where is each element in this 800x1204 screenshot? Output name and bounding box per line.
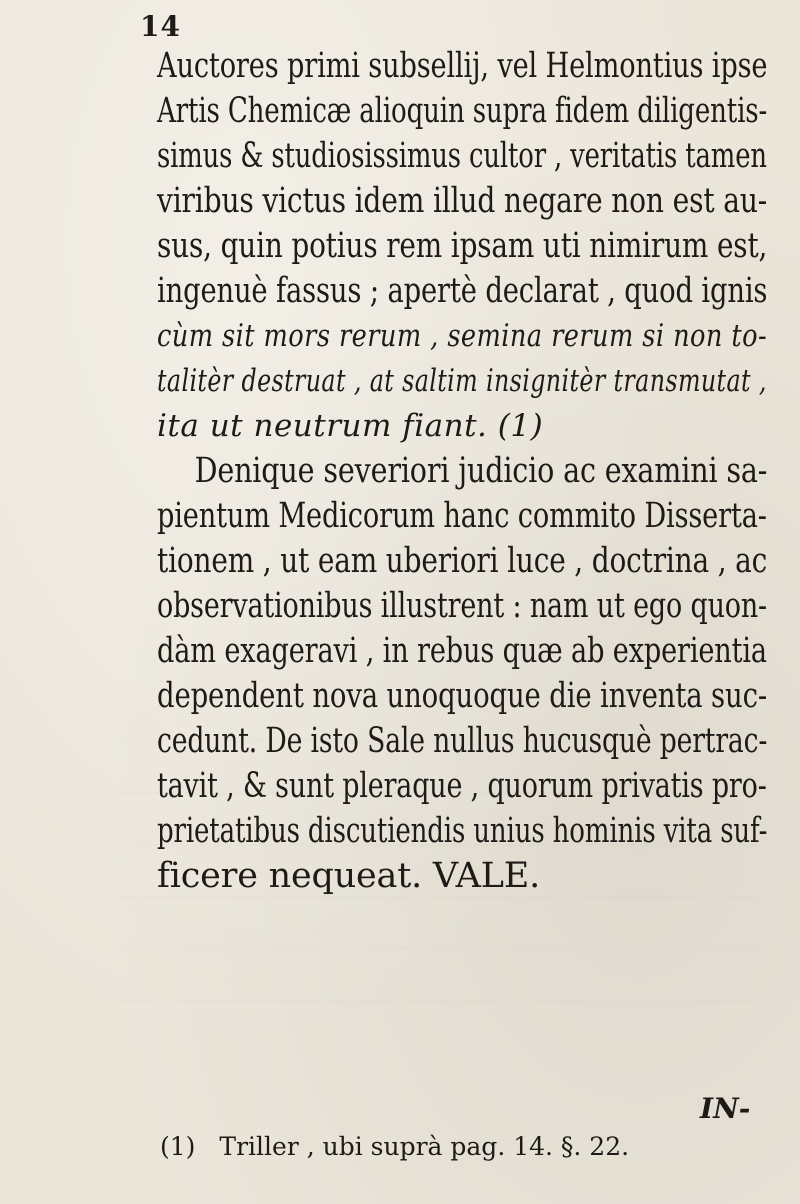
footnote-text: Triller , ubi suprà pag. 14. §. 22. bbox=[219, 1132, 630, 1161]
catchword: IN- bbox=[700, 1092, 751, 1125]
quotation-line: cùm sit mors rerum , semina rerum si non to- bbox=[157, 318, 768, 354]
text-line: prietatibus discutiendis unius hominis vita suf- bbox=[157, 811, 768, 851]
main-text-block bbox=[157, 44, 767, 899]
text-line: simus & studiosissimus cultor , veritatis tamen bbox=[157, 136, 767, 176]
page-number: 14 bbox=[140, 10, 181, 43]
text-line: dependent nova unoquoque die inventa suc- bbox=[157, 676, 767, 716]
text-line: viribus victus idem illud negare non est au- bbox=[157, 181, 768, 221]
text-line: tavit , & sunt pleraque , quorum privatis pro- bbox=[157, 766, 767, 806]
quotation-line: ita ut neutrum fiant. (1) bbox=[157, 408, 544, 444]
text-line: ingenuè fassus ; apertè declarat , quod ignis bbox=[157, 271, 768, 311]
quotation-line: talitèr destruat , at saltim insignitèr transmutat , bbox=[157, 363, 767, 399]
text-line: pientum Medicorum hanc commito Disserta- bbox=[157, 496, 767, 536]
text-line: observationibus illustrent : nam ut ego quon- bbox=[157, 586, 768, 626]
text-line: cedunt. De isto Sale nullus hucusquè pertrac- bbox=[157, 721, 768, 761]
footnote-mark: (1) bbox=[160, 1132, 196, 1161]
text-line: sus, quin potius rem ipsam uti nimirum est, bbox=[157, 226, 768, 266]
text-line: Artis Chemicæ alioquin supra fidem diligentis- bbox=[157, 91, 768, 131]
text-line: tionem , ut eam uberiori luce , doctrina , ac bbox=[157, 541, 768, 581]
footnote bbox=[160, 1132, 629, 1161]
text-line: ficere nequeat. VALE. bbox=[157, 856, 541, 896]
paragraph-start-line: Denique severiori judicio ac examini sa- bbox=[194, 451, 768, 491]
text-line: dàm exageravi , in rebus quæ ab experientia bbox=[157, 631, 767, 671]
text-line: Auctores primi subsellij, vel Helmontius ipse bbox=[157, 46, 768, 86]
